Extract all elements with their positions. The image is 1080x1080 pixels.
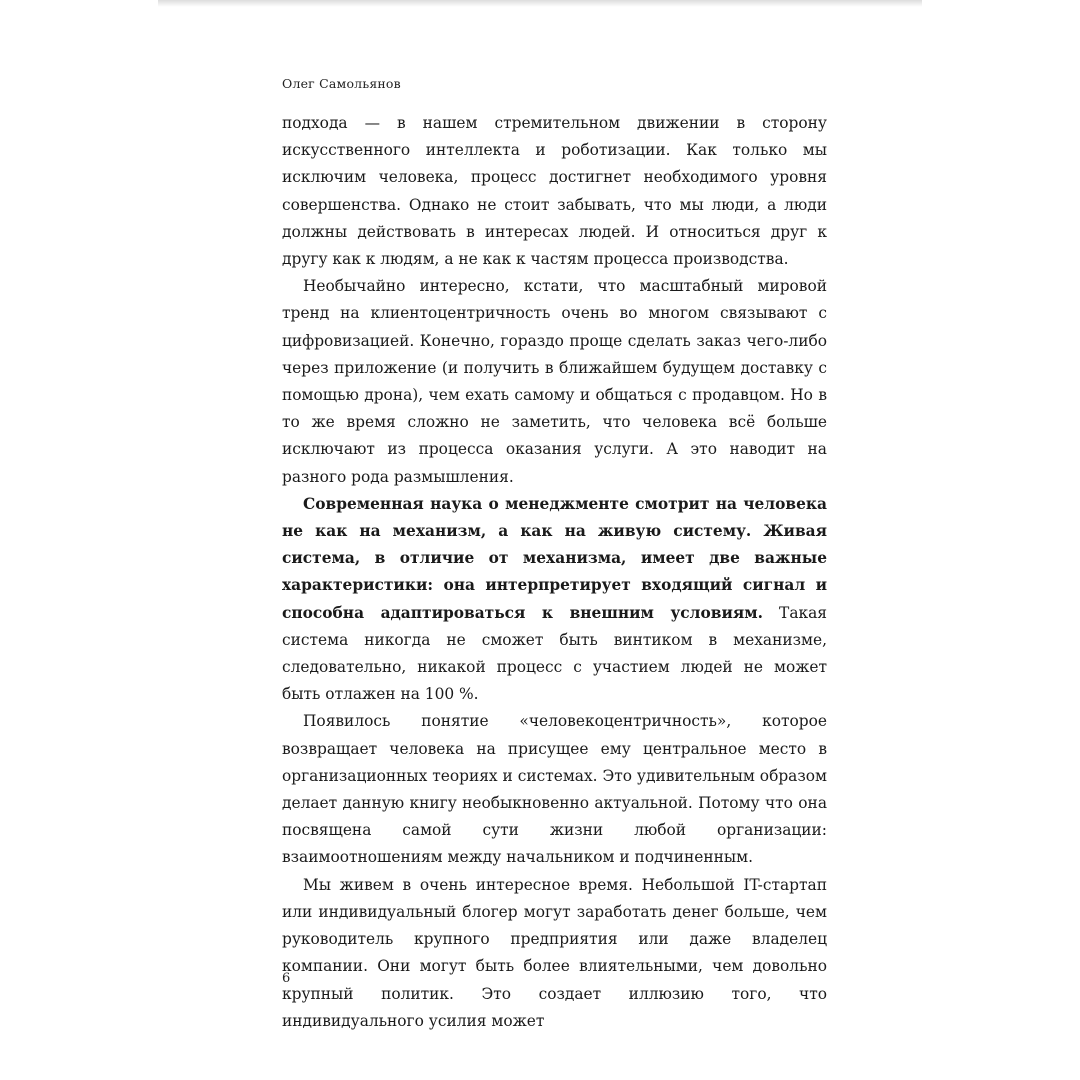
paragraph-bold-text: Современная наука о менеджменте смотрит на человека не как на механизм, а как на живую систему. Живая система, в отличие от механизма, имеет две важные характеристики: она интерпретирует входящий сигнал и способна адаптироваться к внешним условиям.	[282, 494, 827, 622]
running-head: Олег Самольянов	[282, 76, 401, 91]
paragraph-text: Необычайно интересно, кстати, что масштабный мировой тренд на клиентоцентричность очень во многом связывают с цифровизацией. Конечно, гораздо проще сделать заказ чего-либо через приложение (и получить в ближайшем будущем доставку с помощью дрона), чем ехать самому и общаться с продавцом. Но в то же время сложно не заметить, что человека всё больше исключают из процесса оказания услуги. А это наводит на разного рода размышления.	[282, 277, 827, 486]
page-number: 6	[282, 971, 291, 986]
paragraph	[282, 872, 827, 1035]
paragraph-text: Такая система никогда не сможет быть винтиком в механизме, следовательно, никакой процесс с участием людей не может быть отлажен на 100 %.	[282, 603, 828, 704]
paragraph-text: Мы живем в очень интересное время. Небольшой IT-стартап или индивидуальный блогер могут заработать денег больше, чем руководитель крупного предприятия или даже владелец компании. Они могут быть более влиятельными, чем довольно крупный политик. Это создает иллюзию того, что индивидуального усилия может	[282, 875, 827, 1030]
body-text	[282, 110, 827, 1035]
paragraph-text: Появилось понятие «человекоцентричность», которое возвращает человека на присущее ему центральное место в организационных теориях и системах. Это удивительным образом делает данную книгу необыкновенно актуальной. Потому что она посвящена самой сути жизни любой организации: взаимоотношениям между начальником и подчиненным.	[282, 712, 827, 867]
paragraph-text: подхода — в нашем стремительном движении в сторону искусственного интеллекта и роботизации. Как только мы исключим человека, процесс достигнет необходимого уровня совершенства. Однако не стоит забывать, что мы люди, а люди должны действовать в интересах людей. И относиться друг к другу как к людям, а не как к частям процесса производства.	[282, 114, 827, 269]
paragraph	[282, 110, 827, 273]
paragraph	[282, 491, 827, 709]
paragraph	[282, 273, 827, 491]
paragraph	[282, 708, 827, 871]
